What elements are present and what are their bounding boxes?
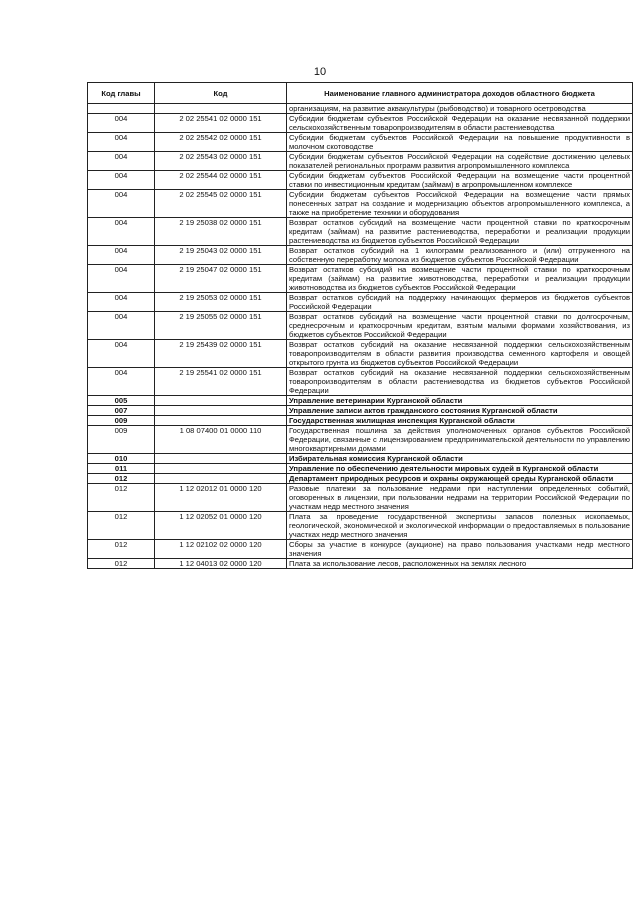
administrator-name-cell: Возврат остатков субсидий на возмещение части процентной ставки по краткосрочным кредитам (займам) на развитие животноводства, переработки и реализации продукции животноводства из бюджетов субъектов Российской Федерации — [287, 265, 633, 293]
code-cell: 1 08 07400 01 0000 110 — [155, 426, 287, 454]
code-cell — [155, 104, 287, 114]
administrator-name-cell: Департамент природных ресурсов и охраны окружающей среды Курганской области — [287, 474, 633, 484]
administrator-name-cell: Возврат остатков субсидий на возмещение части процентной ставки по краткосрочным кредитам (займам) на развитие растениеводства, переработки и реализации продукции растениеводства из бюджетов субъектов Российской Федерации — [287, 218, 633, 246]
chapter-code-cell: 004 — [88, 171, 155, 190]
table-row — [88, 368, 633, 396]
code-cell: 2 02 25544 02 0000 151 — [155, 171, 287, 190]
chapter-code-cell: 011 — [88, 464, 155, 474]
administrator-name-cell: Государственная пошлина за действия уполномоченных органов субъектов Российской Федерации, связанные с лицензированием предпринимательской деятельности по управлению многоквартирными домами — [287, 426, 633, 454]
code-cell: 2 19 25047 02 0000 151 — [155, 265, 287, 293]
table-row — [88, 512, 633, 540]
chapter-code-cell: 004 — [88, 340, 155, 368]
header-code: Код — [155, 83, 287, 104]
table-row — [88, 559, 633, 569]
code-cell: 2 19 25043 02 0000 151 — [155, 246, 287, 265]
code-cell — [155, 464, 287, 474]
administrator-name-cell: Субсидии бюджетам субъектов Российской Федерации на возмещение части процентной ставки по инвестиционным кредитам (займам) в агропромышленном комплексе — [287, 171, 633, 190]
code-cell: 2 02 25541 02 0000 151 — [155, 114, 287, 133]
chapter-code-cell: 004 — [88, 246, 155, 265]
chapter-code-cell: 004 — [88, 312, 155, 340]
chapter-code-cell: 010 — [88, 454, 155, 464]
administrator-name-cell: Субсидии бюджетам субъектов Российской Федерации на возмещение части прямых понесенных затрат на создание и модернизацию объектов агропромышленного комплекса, а также на приобретение техники и оборудования — [287, 190, 633, 218]
chapter-code-cell: 004 — [88, 218, 155, 246]
administrator-name-cell: Возврат остатков субсидий на 1 килограмм реализованного и (или) отгруженного на собственную переработку молока из бюджетов субъектов Российской Федерации — [287, 246, 633, 265]
code-cell: 2 02 25542 02 0000 151 — [155, 133, 287, 152]
header-administrator-name: Наименование главного администратора доходов областного бюджета — [287, 83, 633, 104]
code-cell — [155, 406, 287, 416]
administrator-name-cell: Субсидии бюджетам субъектов Российской Федерации на содействие достижению целевых показателей региональных программ развития агропромышленного комплекса — [287, 152, 633, 171]
chapter-code-cell: 009 — [88, 416, 155, 426]
administrator-name-cell: Возврат остатков субсидий на оказание несвязанной поддержки сельскохозяйственным товаропроизводителям в области развития производства семенного картофеля и овощей открытого грунта из бюджетов субъектов Российской Федерации — [287, 340, 633, 368]
table-row — [88, 416, 633, 426]
code-cell: 2 02 25545 02 0000 151 — [155, 190, 287, 218]
table-row — [88, 171, 633, 190]
administrator-name-cell: Плата за проведение государственной экспертизы запасов полезных ископаемых, геологической, экономической и экологической информации о предоставляемых в пользование участках недр местного значения — [287, 512, 633, 540]
chapter-code-cell: 004 — [88, 133, 155, 152]
code-cell: 2 19 25055 02 0000 151 — [155, 312, 287, 340]
administrator-name-cell: Государственная жилищная инспекция Курганской области — [287, 416, 633, 426]
administrator-name-cell: Возврат остатков субсидий на оказание несвязанной поддержки сельскохозяйственным товаропроизводителям в области растениеводства из бюджетов субъектов Российской Федерации — [287, 368, 633, 396]
administrator-name-cell: Возврат остатков субсидий на возмещение части процентной ставки по долгосрочным, среднесрочным и краткосрочным кредитам, взятым малыми формами хозяйствования, из бюджетов субъектов Российской Федерации — [287, 312, 633, 340]
table-row — [88, 293, 633, 312]
administrator-name-cell: Субсидии бюджетам субъектов Российской Федерации на повышение продуктивности в молочном скотоводстве — [287, 133, 633, 152]
chapter-code-cell: 012 — [88, 512, 155, 540]
chapter-code-cell: 004 — [88, 190, 155, 218]
administrator-name-cell: Управление записи актов гражданского состояния Курганской области — [287, 406, 633, 416]
code-cell — [155, 416, 287, 426]
chapter-code-cell: 012 — [88, 559, 155, 569]
administrator-name-cell: Управление ветеринарии Курганской области — [287, 396, 633, 406]
table-row — [88, 426, 633, 454]
code-cell — [155, 454, 287, 464]
table-row — [88, 114, 633, 133]
code-cell: 2 19 25439 02 0000 151 — [155, 340, 287, 368]
table-header-row — [88, 83, 633, 104]
administrator-name-cell: Избирательная комиссия Курганской области — [287, 454, 633, 464]
header-chapter-code: Код главы — [88, 83, 155, 104]
table-row — [88, 246, 633, 265]
chapter-code-cell: 005 — [88, 396, 155, 406]
chapter-code-cell: 004 — [88, 152, 155, 171]
chapter-code-cell: 012 — [88, 540, 155, 559]
administrator-name-cell: Разовые платежи за пользование недрами при наступлении определенных событий, оговоренных в лицензии, при пользовании недрами на территории Российской Федерации по участкам недр местного значения — [287, 484, 633, 512]
table-row — [88, 540, 633, 559]
code-cell: 2 19 25038 02 0000 151 — [155, 218, 287, 246]
table-row — [88, 396, 633, 406]
table-row — [88, 406, 633, 416]
administrator-name-cell: Возврат остатков субсидий на поддержку начинающих фермеров из бюджетов субъектов Российской Федерации — [287, 293, 633, 312]
chapter-code-cell: 012 — [88, 484, 155, 512]
table-row — [88, 340, 633, 368]
chapter-code-cell: 004 — [88, 114, 155, 133]
code-cell: 2 19 25541 02 0000 151 — [155, 368, 287, 396]
table-row — [88, 265, 633, 293]
table-row — [88, 484, 633, 512]
table-row — [88, 152, 633, 171]
chapter-code-cell: 004 — [88, 293, 155, 312]
revenue-codes-table — [87, 82, 633, 569]
code-cell: 2 02 25543 02 0000 151 — [155, 152, 287, 171]
chapter-code-cell: 009 — [88, 426, 155, 454]
code-cell: 2 19 25053 02 0000 151 — [155, 293, 287, 312]
table-body — [88, 104, 633, 569]
code-cell: 1 12 04013 02 0000 120 — [155, 559, 287, 569]
administrator-name-cell: Сборы за участие в конкурсе (аукционе) на право пользования участками недр местного значения — [287, 540, 633, 559]
administrator-name-cell: организациям, на развитие аквакультуры (рыбоводство) и товарного осетроводства — [287, 104, 633, 114]
chapter-code-cell: 012 — [88, 474, 155, 484]
chapter-code-cell: 007 — [88, 406, 155, 416]
code-cell — [155, 396, 287, 406]
table-row — [88, 218, 633, 246]
table-row — [88, 312, 633, 340]
table-row — [88, 464, 633, 474]
table-row — [88, 104, 633, 114]
chapter-code-cell — [88, 104, 155, 114]
chapter-code-cell: 004 — [88, 265, 155, 293]
administrator-name-cell: Управление по обеспечению деятельности мировых судей в Курганской области — [287, 464, 633, 474]
page-number: 10 — [313, 66, 327, 78]
code-cell: 1 12 02102 02 0000 120 — [155, 540, 287, 559]
code-cell: 1 12 02052 01 0000 120 — [155, 512, 287, 540]
administrator-name-cell: Плата за использование лесов, расположенных на землях лесного — [287, 559, 633, 569]
chapter-code-cell: 004 — [88, 368, 155, 396]
code-cell: 1 12 02012 01 0000 120 — [155, 484, 287, 512]
code-cell — [155, 474, 287, 484]
table-row — [88, 454, 633, 464]
table-row — [88, 474, 633, 484]
administrator-name-cell: Субсидии бюджетам субъектов Российской Федерации на оказание несвязанной поддержки сельскохозяйственным товаропроизводителям в области растениеводства — [287, 114, 633, 133]
table-row — [88, 133, 633, 152]
table-row — [88, 190, 633, 218]
